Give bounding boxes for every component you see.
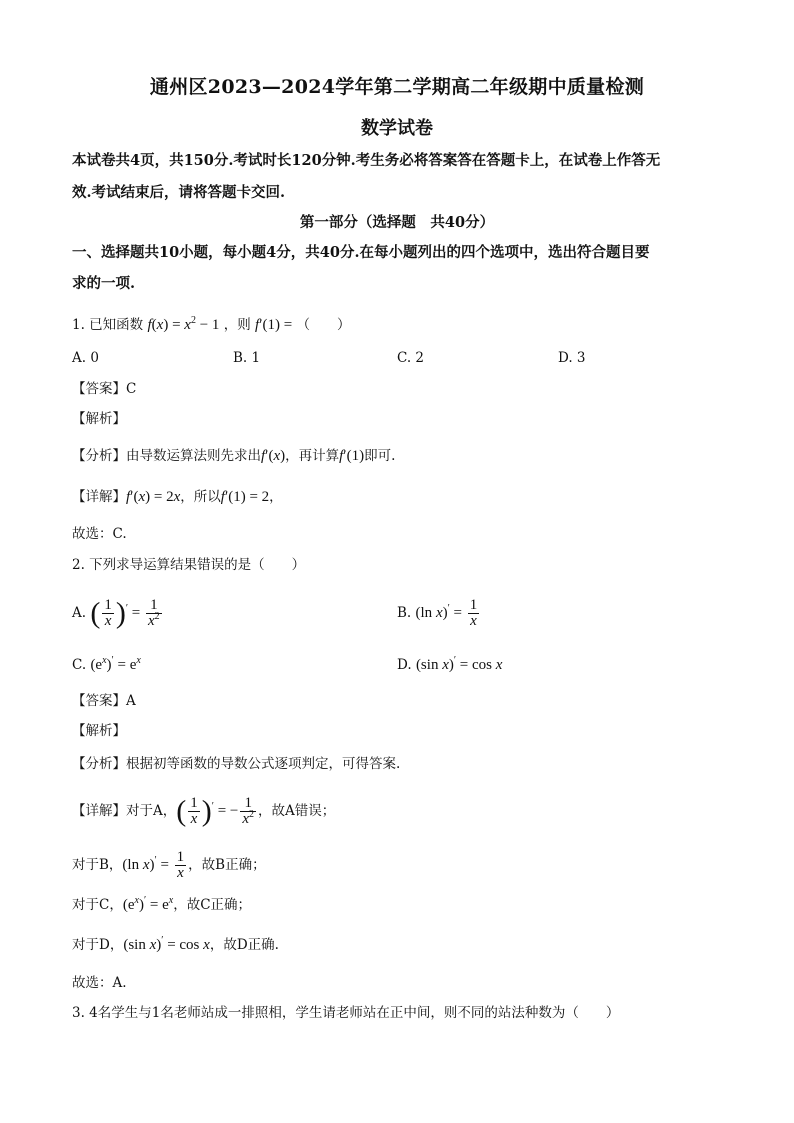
q1-function-formula: $f(x) = x^2 - 1$ xyxy=(147,315,220,333)
q1-answer: 【答案】C xyxy=(72,381,137,397)
q1-prefix: 1. 已知函数 xyxy=(72,317,144,333)
q2-option-b-formula: (ln x)′ = $\frac{1}{x}$ xyxy=(415,597,478,630)
q2-detail-d-post: ，故D正确. xyxy=(209,937,279,953)
q1-analysis-label: 【解析】 xyxy=(72,411,126,427)
q2-detail-d xyxy=(72,936,279,954)
q1-option-b: B. 1 xyxy=(233,350,261,366)
q1-fenxi xyxy=(72,447,395,465)
q1-option-d: D. 3 xyxy=(558,350,586,366)
q2-option-c xyxy=(72,656,141,674)
q1-suffix: （ ） xyxy=(296,317,351,333)
exam-subtitle: 数学试卷 xyxy=(361,118,433,139)
q2-detail-d-pre: 对于D， xyxy=(72,937,124,953)
q2-detail-a-formula: ( $\frac{1}{x}$ )′ = − $\frac{1}{x^2}$ xyxy=(176,794,255,828)
instructions-line-2: 效.考试结束后，请将答题卡交回. xyxy=(72,184,286,201)
q2-detail-a-pre: 【详解】对于A， xyxy=(72,803,177,819)
q2-detail-a-post: ，故A错误； xyxy=(258,803,336,819)
q2-option-c-formula: $(e^x)' = e^x$ xyxy=(90,655,141,673)
q1-detail-a: 【详解】 xyxy=(72,489,126,505)
q2-detail-b-post: ，故B正确； xyxy=(188,857,266,873)
q1-fenxi-formula-1: f′(x) xyxy=(261,448,286,464)
section-intro-line-1: 一、选择题共10小题，每小题4分，共40分.在每小题列出的四个选项中，选出符合题目要 xyxy=(72,244,650,261)
q2-answer: 【答案】A xyxy=(72,693,136,709)
q3-stem: 3. 4名学生与1名老师站成一排照相，学生请老师站在正中间，则不同的站法种数为（ ） xyxy=(72,1005,620,1021)
q2-fenxi: 【分析】根据初等函数的导数公式逐项判定，可得答案. xyxy=(72,756,401,772)
q1-detail-formula-1: f′(x) = 2x xyxy=(126,489,181,505)
section-intro-line-2: 求的一项. xyxy=(72,275,136,292)
q2-detail-a xyxy=(72,794,335,829)
q1-detail xyxy=(72,488,283,506)
q2-option-d-formula: (sin x)′ = cos x xyxy=(415,655,503,673)
q1-fenxi-b: ，再计算 xyxy=(285,448,340,464)
q1-detail-b: ，所以 xyxy=(180,489,221,505)
q1-choose: 故选：C. xyxy=(72,526,127,542)
q2-option-a xyxy=(72,596,164,631)
q2-option-a-label: A. xyxy=(72,605,87,621)
q2-detail-d-formula: (sin x)′ = cos x xyxy=(123,935,210,953)
q1-fenxi-c: 即可. xyxy=(364,448,396,464)
q2-detail-c-formula: $(e^x)' = e^x$ xyxy=(122,895,174,913)
q2-option-a-formula: ( $\frac{1}{x}$ )′ = $\frac{1}{x^2}$ xyxy=(90,596,160,630)
q2-detail-b-pre: 对于B， xyxy=(72,857,123,873)
instructions-line-1: 本试卷共4页，共150分.考试时长120分钟.考生务必将答案答在答题卡上，在试卷上作答无 xyxy=(72,152,661,169)
q1-detail-c: ， xyxy=(269,489,283,505)
q1-fenxi-a: 【分析】由导数运算法则先求出 xyxy=(72,448,261,464)
q2-choose: 故选：A. xyxy=(72,975,127,991)
q1-detail-formula-2: f′(1) = 2 xyxy=(220,489,270,505)
section-heading: 第一部分（选择题 共40分） xyxy=(299,214,495,231)
q1-option-a: A. 0 xyxy=(72,350,99,366)
q1-derivative-formula: f′(1) = xyxy=(255,317,293,333)
q2-detail-c-post: ，故C正确； xyxy=(173,897,252,913)
q1-stem xyxy=(72,316,350,334)
q2-analysis-label: 【解析】 xyxy=(72,723,126,739)
q2-detail-b-formula: (ln x)′ = $\frac{1}{x}$ xyxy=(122,849,185,882)
q2-option-b-label: B. xyxy=(397,605,412,621)
q2-option-c-label: C. xyxy=(72,657,87,673)
q1-fenxi-formula-2: f′(1) xyxy=(339,448,365,464)
q2-stem: 2. 下列求导运算结果错误的是（ ） xyxy=(72,557,306,573)
q2-detail-c xyxy=(72,896,251,914)
q2-detail-b xyxy=(72,848,266,882)
q2-option-b xyxy=(397,596,481,630)
q2-option-d xyxy=(397,656,502,674)
q1-option-c: C. 2 xyxy=(397,350,425,366)
exam-title: 通州区2023—2024学年第二学期高二年级期中质量检测 xyxy=(149,76,645,98)
q2-detail-c-pre: 对于C， xyxy=(72,897,123,913)
q1-middle: ，则 xyxy=(223,317,251,333)
q2-option-d-label: D. xyxy=(397,657,412,673)
